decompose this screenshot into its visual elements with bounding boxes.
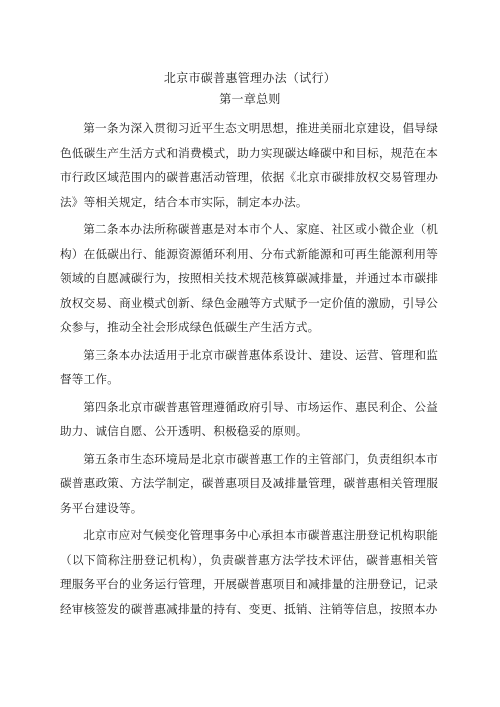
paragraph-article-5: 第五条市生态环境局是北京市碳普惠工作的主管部门，负责组织本市碳普惠政策、方法学制定，碳普惠项目及减排量管理，碳普惠相关管理服务平台建设等。 xyxy=(60,451,438,515)
paragraph-registry-center: 北京市应对气候变化管理事务中心承担本市碳普惠注册登记机构职能（以下简称注册登记机构），负责碳普惠方法学技术评估，碳普惠相关管理服务平台的业务运行管理，开展碳普惠项目和减排量的注册登记，记录经审核签发的碳普惠减排量的持有、变更、抵销、注销等信息，按照本办 xyxy=(60,528,438,616)
paragraph-article-2: 第二条本办法所称碳普惠是对本市个人、家庭、社区或小微企业（机构）在低碳出行、能源资源循环利用、分布式新能源和可再生能源利用等领域的自愿减碳行为，按照相关技术规范核算碳减排量，并通过本市碳排放权交易、商业模式创新、绿色金融等方式赋予一定价值的激励，引导公众参与，推动全社会形成绿色低碳生产生活方式。 xyxy=(60,222,438,334)
document-title: 北京市碳普惠管理办法（试行） xyxy=(163,71,337,85)
chapter-heading: 第一章总则 xyxy=(219,92,281,106)
paragraph-article-3: 第三条本办法适用于北京市碳普惠体系设计、建设、运营、管理和监督等工作。 xyxy=(60,347,438,386)
paragraph-article-4: 第四条北京市碳普惠管理遵循政府引导、市场运作、惠民利企、公益助力、诚信自愿、公开透明、积极稳妥的原则。 xyxy=(60,399,438,438)
paragraph-article-1: 第一条为深入贯彻习近平生态文明思想，推进美丽北京建设，倡导绿色低碳生产生活方式和消费模式，助力实现碳达峰碳中和目标，规范在本市行政区域范围内的碳普惠活动管理，依据《北京市碳排放权交易管理办法》等相关规定，结合本市实际，制定本办法。 xyxy=(60,121,438,209)
document-body xyxy=(60,116,438,624)
